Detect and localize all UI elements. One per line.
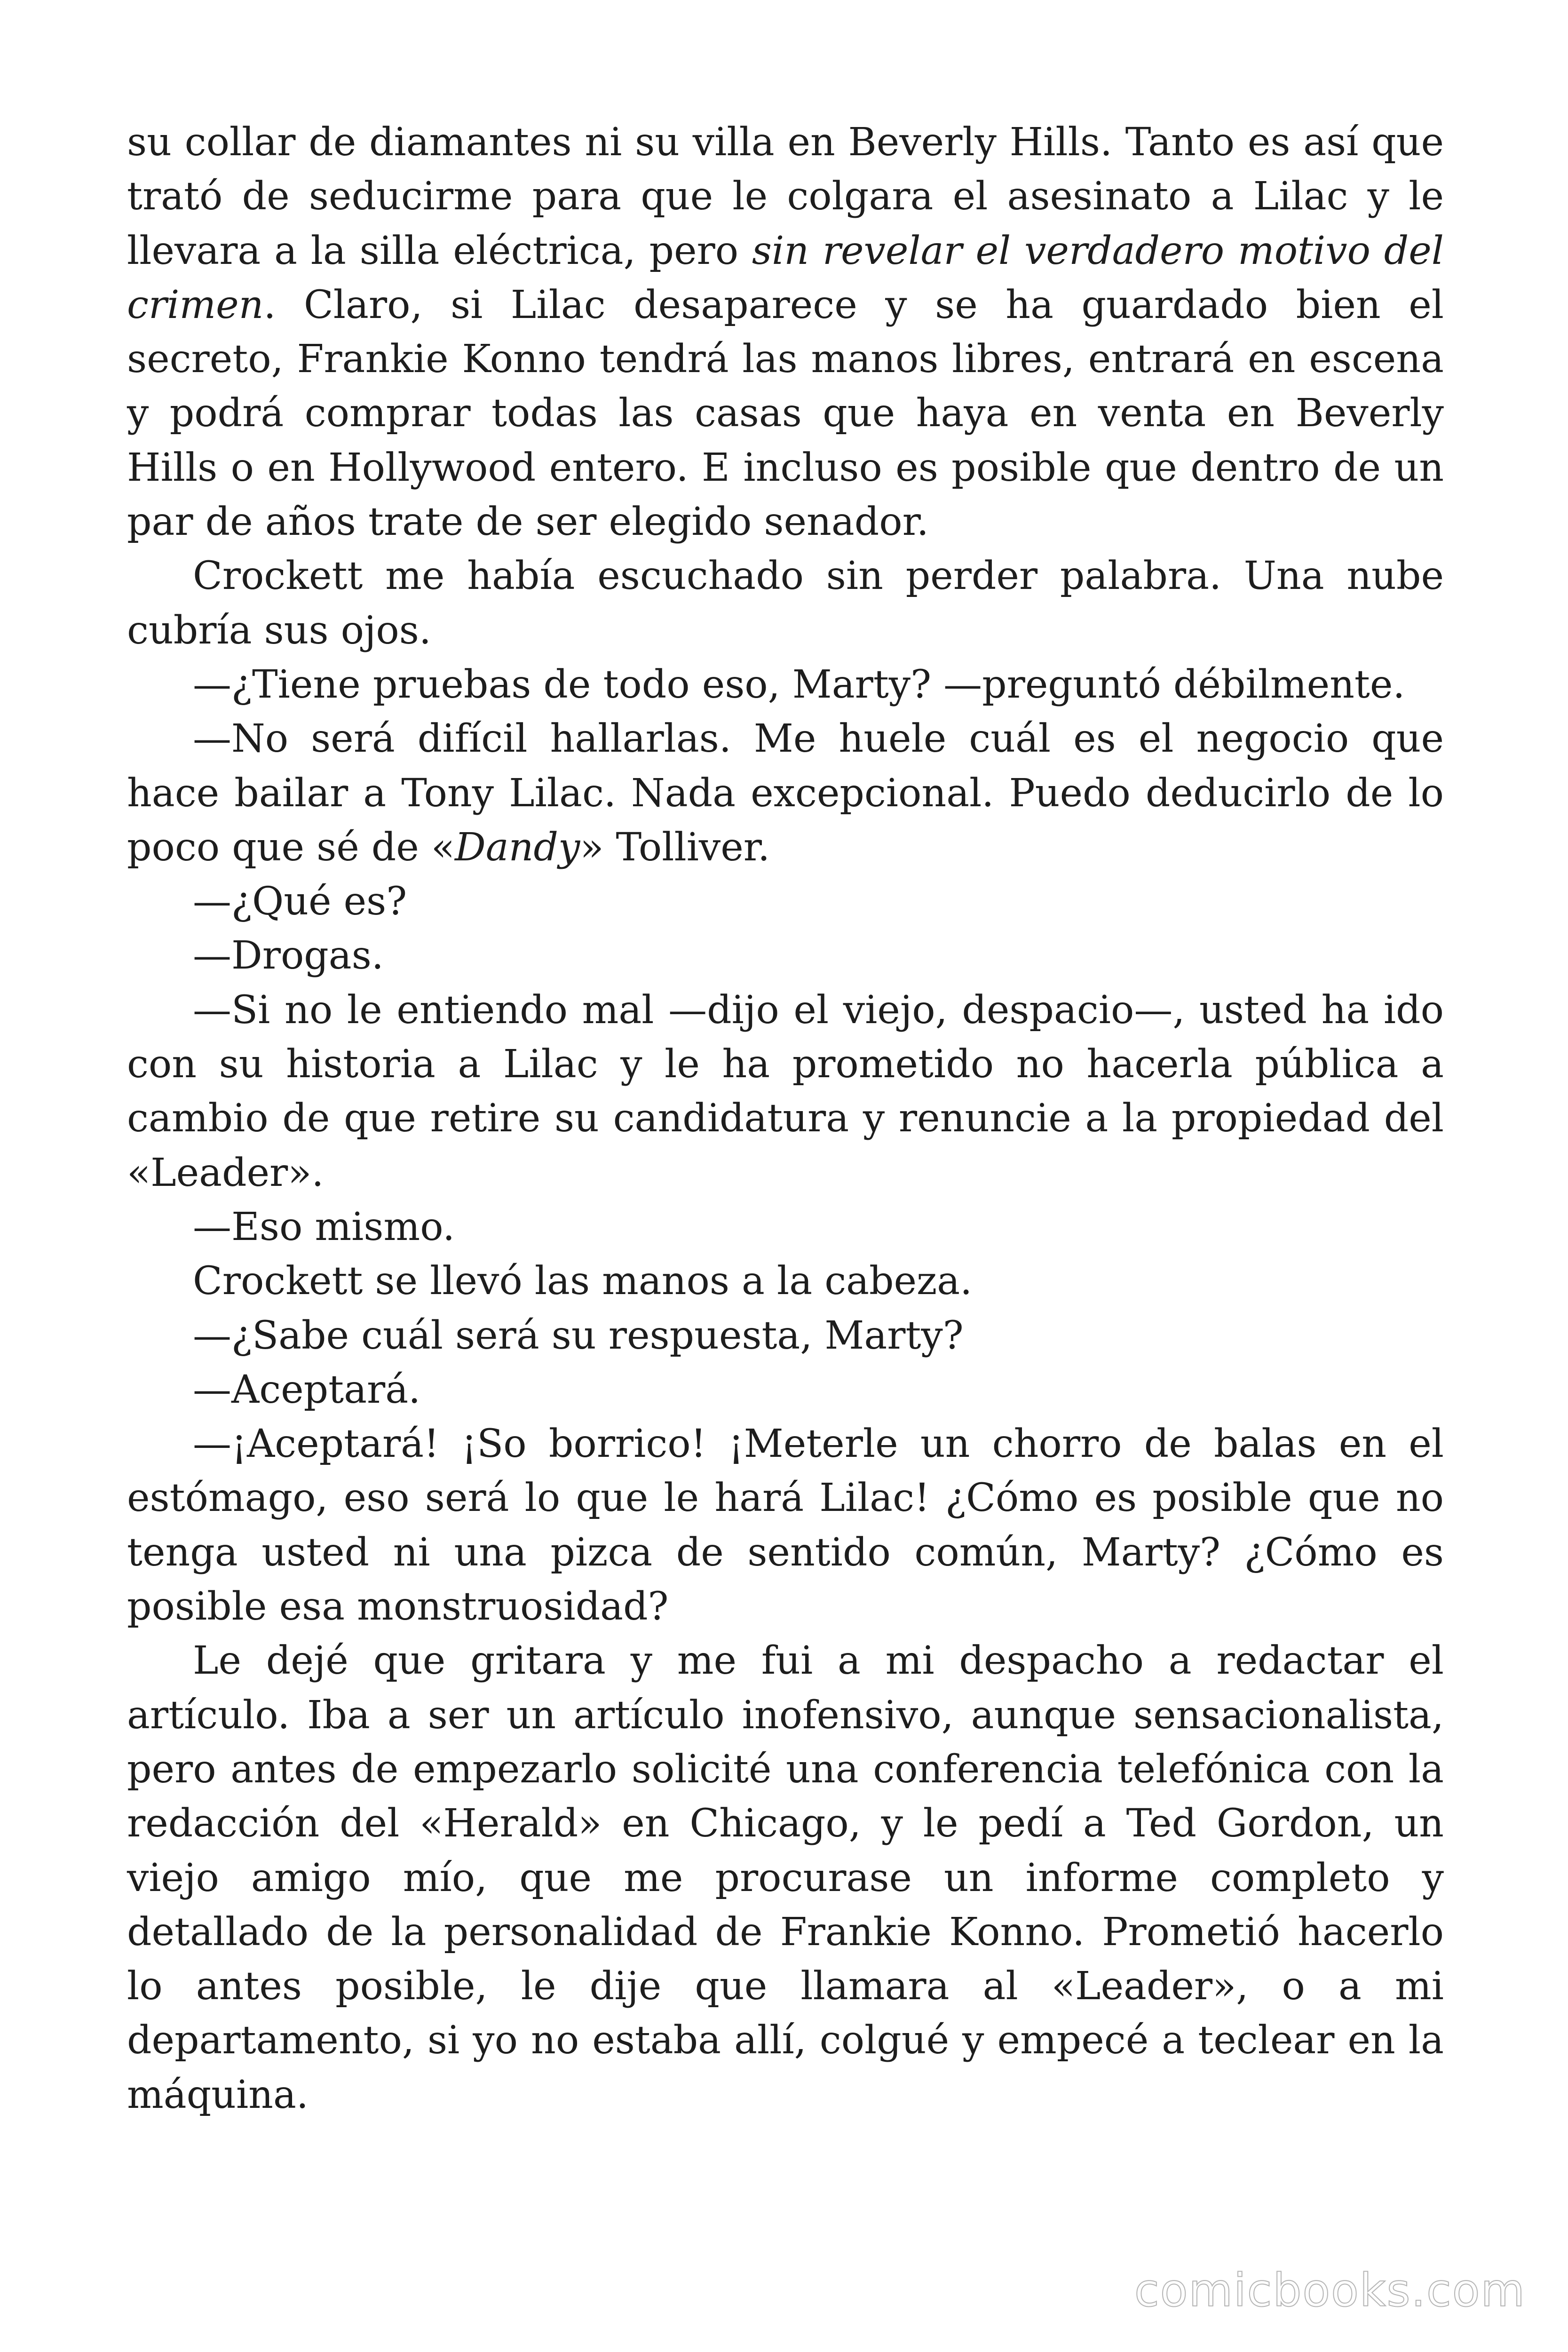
paragraph: —Aceptará. bbox=[193, 1367, 421, 1412]
watermark: comicbooks.com bbox=[1134, 2264, 1526, 2317]
italic-name: Dandy bbox=[455, 825, 580, 870]
paragraph: —¿Tiene pruebas de todo eso, Marty? —preguntó débilmente. bbox=[193, 662, 1405, 707]
paragraph: —Drogas. bbox=[193, 933, 384, 978]
paragraph: Crockett me había escuchado sin perder palabra. Una nube cubría sus ojos. bbox=[127, 554, 1444, 653]
paragraph: —¡Aceptará! ¡So borrico! ¡Meterle un chorro de balas en el estómago, eso será lo que le hará Lilac! ¿Cómo es posible que no tenga usted ni una pizca de sentido común, Marty? ¿Cómo es posible esa monstruosidad? bbox=[127, 1422, 1444, 1629]
paragraph: —¿Qué es? bbox=[193, 879, 407, 924]
paragraph: Crockett se llevó las manos a la cabeza. bbox=[193, 1259, 973, 1304]
paragraph: Le dejé que gritara y me fui a mi despacho a redactar el artículo. Iba a ser un artículo inofensivo, aunque sensacionalista, pero antes de empezarlo solicité una conferencia telefónica con la redacción del «Herald» en Chicago, y le pedí a Ted Gordon, un viejo amigo mío, que me procurase un informe completo y detallado de la personalidad de Frankie Konno. Prometió hacerlo lo antes posible, le dije que llamara al «Leader», o a mi departamento, si yo no estaba allí, colgué y empecé a teclear en la máquina. bbox=[127, 1638, 1444, 2117]
paragraph: —No será difícil hallarlas. Me huele cuál es el negocio que hace bailar a Tony Lilac. Nada excepcional. Puedo deducirlo de lo poco que sé de «Dandy» Tolliver. bbox=[127, 716, 1444, 870]
paragraph: —¿Sabe cuál será su respuesta, Marty? bbox=[193, 1313, 964, 1358]
paragraph: su collar de diamantes ni su villa en Beverly Hills. Tanto es así que trató de seducirme para que le colgara el asesinato a Lilac y le llevara a la silla eléctrica, pero sin revelar el verdadero motivo del crimen. Claro, si Lilac desaparece y se ha guardado bien el secreto, Frankie Konno tendrá las manos libres, entrará en escena y podrá comprar todas las casas que haya en venta en Beverly Hills o en Hollywood entero. E incluso es posible que dentro de un par de años trate de ser elegido senador. bbox=[127, 120, 1444, 545]
paragraph: —Si no le entiendo mal —dijo el viejo, despacio—, usted ha ido con su historia a Lilac y le ha prometido no hacerla pública a cambio de que retire su candidatura y renuncie a la propiedad del «Leader». bbox=[127, 987, 1444, 1195]
page-body-text bbox=[127, 115, 1444, 2122]
italic-phrase: sin revelar el verdadero motivo del crimen bbox=[127, 228, 1444, 327]
paragraph: —Eso mismo. bbox=[193, 1204, 455, 1249]
